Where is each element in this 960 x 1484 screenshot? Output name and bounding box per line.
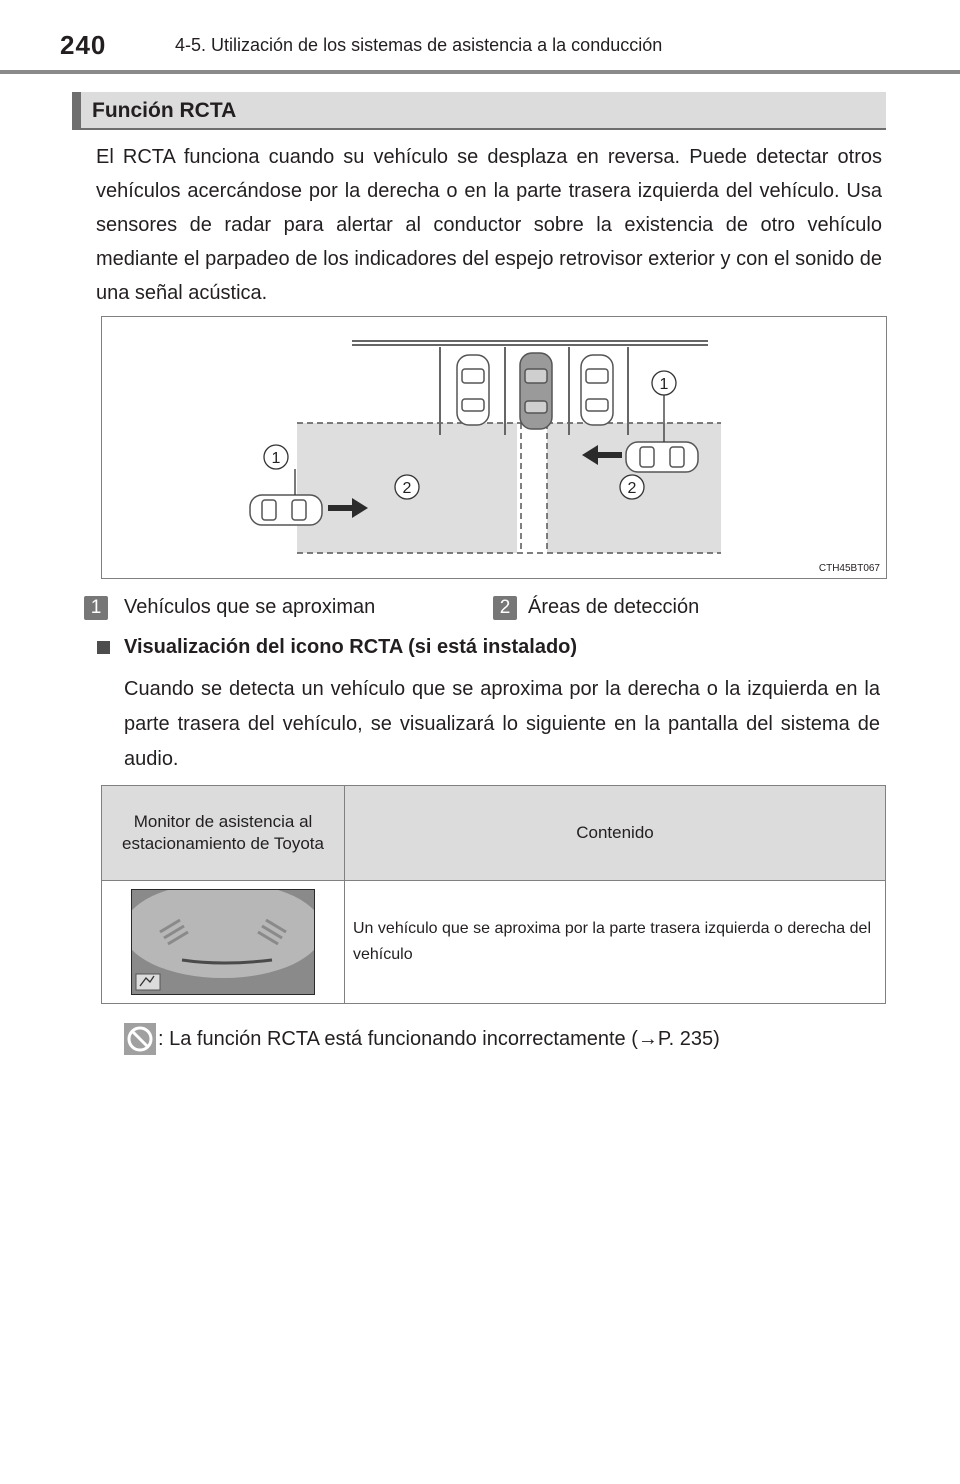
figure-code: CTH45BT067 [818,563,880,574]
section-accent [72,92,81,128]
header-divider [0,70,960,74]
table-header-row [102,786,886,881]
audio-screen-image [131,889,315,995]
malfunction-note: : La función RCTA está funcionando incorrectamente (→P. 235) [158,1028,720,1050]
callout-1-left-label: 1 [271,450,281,467]
legend-text-2: Áreas de detección [528,596,700,618]
table-row [102,881,886,1004]
legend-number-2: 2 [493,596,517,620]
running-title: 4-5. Utilización de los sistemas de asistencia a la conducción [175,35,663,55]
section-body: El RCTA funciona cuando su vehículo se desplaza en reversa. Puede detectar otros vehículos acercándose por la derecha o en la parte trasera izquierda del vehículo. Usa sensores de radar para alertar al conductor sobre la existencia de otro vehículo mediante el parpadeo de los indicadores del espejo retrovisor exterior y con el sonido de una señal acústica. [96,146,882,304]
rcta-diagram [101,316,887,579]
section-title: Función RCTA [92,99,237,122]
table-cell-content: Un vehículo que se aproxima por la parte trasera izquierda o derecha del vehículo [345,881,886,1004]
subsection-title: Visualización del icono RCTA (si está instalado) [124,636,578,658]
rcta-icon [136,974,160,990]
callout-1-right-label: 1 [659,376,669,393]
legend-text-1: Vehículos que se aproximan [124,596,376,618]
callout-2-left-label: 2 [402,480,412,497]
table-cell-screen [102,881,345,1004]
page-number: 240 [60,30,107,60]
table-header-monitor: Monitor de asistencia al estacionamiento de Toyota [102,786,345,881]
rcta-malfunction-icon [124,1023,156,1055]
callout-2-right-label: 2 [627,480,637,497]
parked-cars [457,353,613,429]
rcta-display-table [101,785,886,1004]
subsection-body: Cuando se detecta un vehículo que se aproxima por la derecha o la izquierda en la parte trasera del vehículo, se visualizará lo siguiente en la pantalla del sistema de audio. [124,678,880,770]
parking-illustration [102,317,886,578]
approaching-car-right [626,442,698,472]
legend-number-1: 1 [84,596,108,620]
approaching-car-left [250,495,322,525]
square-bullet-icon [97,641,110,654]
table-header-content: Contenido [345,786,886,881]
